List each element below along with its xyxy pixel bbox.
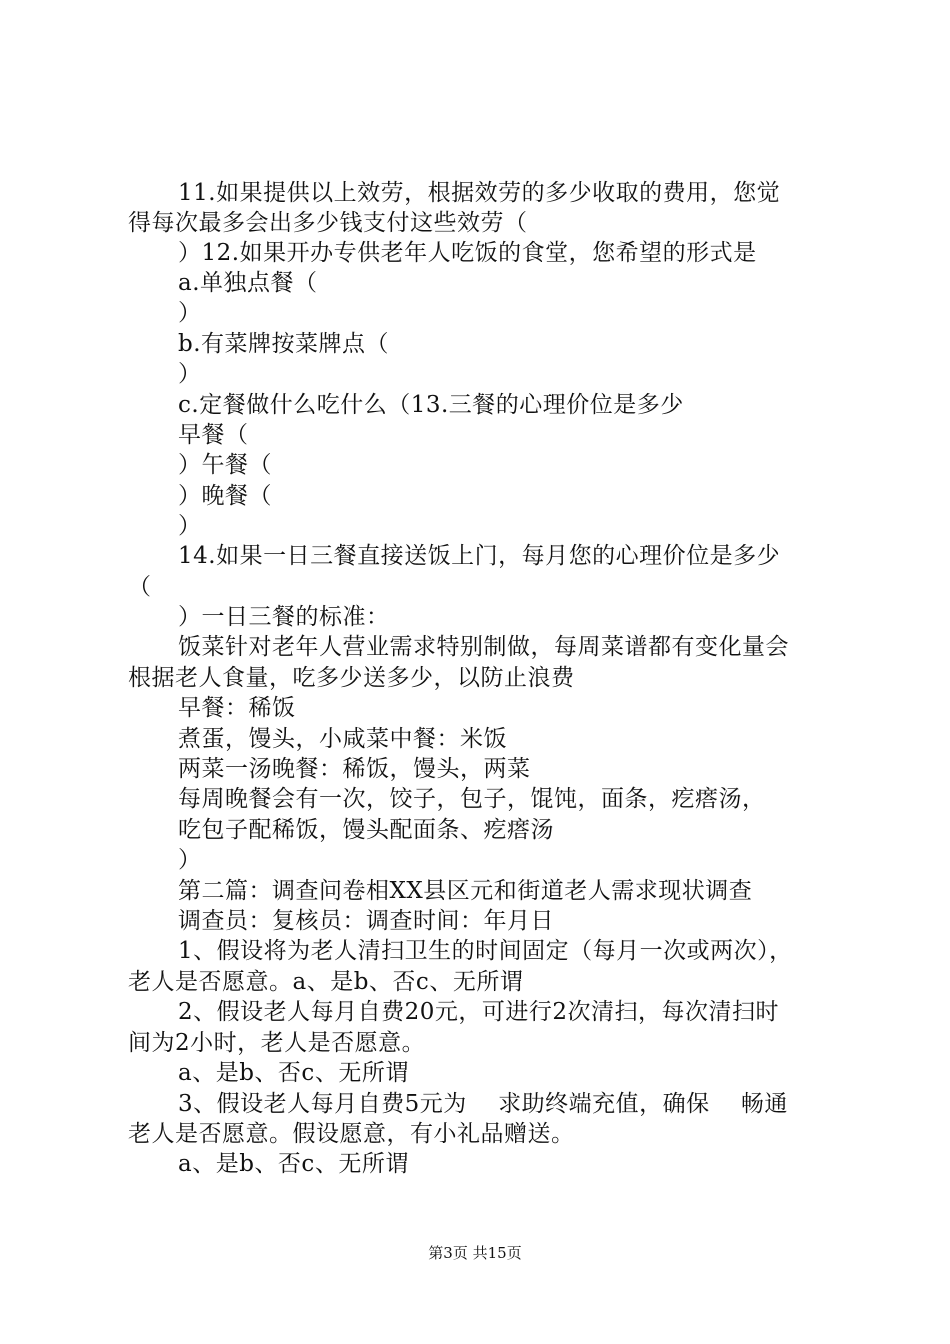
text-line: 14.如果一日三餐直接送饭上门，每月您的心理价位是多少 (178, 543, 781, 569)
page-number-footer: 第3页 共15页 (428, 1244, 522, 1262)
text-line: ）一日三餐的标准： (178, 604, 390, 630)
text-line: 煮蛋，馒头，小咸菜中餐：米饭 (178, 726, 507, 752)
text-line: 老人是否愿意。假设愿意，有小礼品赠送。 (128, 1121, 575, 1147)
text-line: 1、假设将为老人清扫卫生的时间固定（每月一次或两次）， (178, 938, 793, 964)
text-line: c.定餐做什么吃什么（13.三餐的心理价位是多少 (178, 392, 684, 418)
text-line: ） (178, 847, 202, 873)
text-line: ） (178, 361, 202, 387)
text-line: （ (128, 574, 152, 600)
text-line: 早餐：稀饭 (178, 695, 296, 721)
text-line: a、是b、否c、无所谓 (178, 1151, 409, 1177)
text-line: ） (178, 300, 202, 326)
text-line: 吃包子配稀饭，馒头配面条、疙瘩汤 (178, 817, 554, 843)
text-line: b.有菜牌按菜牌点（ (178, 331, 390, 357)
text-line: 3、假设老人每月自费5元为 求助终端充值，确保 畅通 (178, 1091, 788, 1117)
text-line: 间为2小时，老人是否愿意。 (128, 1030, 426, 1056)
text-line: 根据老人食量，吃多少送多少，以防止浪费 (128, 665, 575, 691)
text-line: 得每次最多会出多少钱支付这些效劳（ (128, 210, 528, 236)
text-line: 饭菜针对老年人营业需求特别制做，每周菜谱都有变化量会 (178, 634, 789, 660)
text-line: ）12.如果开办专供老年人吃饭的食堂，您希望的形式是 (178, 240, 757, 266)
text-line: ） (178, 513, 202, 539)
text-line: 调查员：复核员：调查时间：年月日 (178, 908, 554, 934)
section-heading: 第二篇：调查问卷相XX县区元和街道老人需求现状调查 (178, 878, 753, 904)
text-line: 老人是否愿意。a、是b、否c、无所谓 (128, 969, 524, 995)
text-line: 每周晚餐会有一次，饺子，包子，馄饨，面条，疙瘩汤， (178, 786, 766, 812)
text-line: a、是b、否c、无所谓 (178, 1060, 409, 1086)
text-line: ）晚餐（ (178, 483, 272, 509)
text-line: ）午餐（ (178, 452, 272, 478)
text-line: 2、假设老人每月自费20元，可进行2次清扫，每次清扫时 (178, 999, 780, 1025)
text-line: 两菜一汤晚餐：稀饭，馒头，两菜 (178, 756, 531, 782)
text-line: a.单独点餐（ (178, 270, 318, 296)
text-line: 早餐（ (178, 422, 249, 448)
text-line: 11.如果提供以上效劳，根据效劳的多少收取的费用，您觉 (178, 180, 781, 206)
